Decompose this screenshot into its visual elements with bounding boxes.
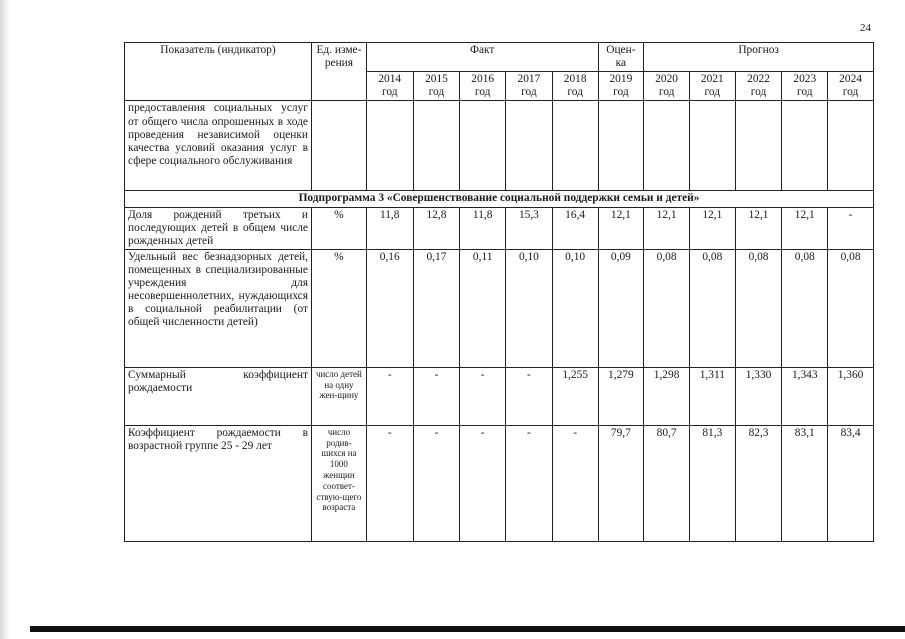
- value-cell: [413, 101, 460, 191]
- value-cell: 0,08: [644, 249, 690, 367]
- scan-left-shadow: [0, 0, 10, 639]
- value-cell: 83,1: [782, 425, 828, 541]
- value-cell: [689, 101, 735, 191]
- value-cell: 12,8: [413, 207, 460, 249]
- value-cell: 0,08: [735, 249, 782, 367]
- value-cell: 15,3: [506, 207, 553, 249]
- header-year: 2015 год: [413, 72, 460, 101]
- value-cell: [782, 101, 828, 191]
- row-unit: [311, 101, 366, 191]
- row-unit: %: [311, 249, 366, 367]
- header-year: 2020 год: [644, 72, 690, 101]
- subprogram-row: [125, 191, 874, 207]
- value-cell: 0,17: [413, 249, 460, 367]
- value-cell: -: [366, 367, 413, 425]
- value-cell: 11,8: [460, 207, 506, 249]
- value-cell: 16,4: [552, 207, 598, 249]
- row-indicator: Суммарный коэффициент рождаемости: [125, 367, 312, 425]
- value-cell: [506, 101, 553, 191]
- value-cell: -: [460, 367, 506, 425]
- header-year: 2021 год: [689, 72, 735, 101]
- value-cell: 0,10: [506, 249, 553, 367]
- value-cell: -: [506, 425, 553, 541]
- value-cell: 0,16: [366, 249, 413, 367]
- value-cell: [735, 101, 782, 191]
- value-cell: 80,7: [644, 425, 690, 541]
- header-indicator: Показатель (индикатор): [125, 43, 312, 101]
- table-row: [125, 207, 874, 249]
- value-cell: -: [506, 367, 553, 425]
- value-cell: [828, 101, 874, 191]
- value-cell: 11,8: [366, 207, 413, 249]
- value-cell: 1,360: [828, 367, 874, 425]
- value-cell: 12,1: [644, 207, 690, 249]
- header-forecast: Прогноз: [644, 43, 874, 72]
- value-cell: 1,311: [689, 367, 735, 425]
- header-year: 2024 год: [828, 72, 874, 101]
- value-cell: -: [460, 425, 506, 541]
- header-year: 2016 год: [460, 72, 506, 101]
- value-cell: 12,1: [598, 207, 644, 249]
- value-cell: 1,298: [644, 367, 690, 425]
- row-unit: число родив-шихся на 1000 женщин соответ-ствую-щего возраста: [311, 425, 366, 541]
- row-indicator: Доля рождений третьих и последующих детей в общем числе рожденных детей: [125, 207, 312, 249]
- header-year: 2019 год: [598, 72, 644, 101]
- table-row: [125, 425, 874, 541]
- row-indicator: Коэффициент рождаемости в возрастной группе 25 - 29 лет: [125, 425, 312, 541]
- header-row-1: [125, 43, 874, 72]
- value-cell: [366, 101, 413, 191]
- page-number: 24: [860, 22, 871, 34]
- value-cell: 1,255: [552, 367, 598, 425]
- value-cell: -: [413, 367, 460, 425]
- value-cell: 0,11: [460, 249, 506, 367]
- header-year: 2017 год: [506, 72, 553, 101]
- value-cell: -: [366, 425, 413, 541]
- value-cell: [460, 101, 506, 191]
- indicators-table: [124, 42, 874, 542]
- table-row: [125, 249, 874, 367]
- table-row: [125, 367, 874, 425]
- value-cell: -: [552, 425, 598, 541]
- value-cell: 1,279: [598, 367, 644, 425]
- value-cell: 1,330: [735, 367, 782, 425]
- value-cell: 79,7: [598, 425, 644, 541]
- header-year: 2018 год: [552, 72, 598, 101]
- row-unit: %: [311, 207, 366, 249]
- value-cell: 0,08: [689, 249, 735, 367]
- value-cell: 83,4: [828, 425, 874, 541]
- value-cell: 0,08: [828, 249, 874, 367]
- header-year: 2022 год: [735, 72, 782, 101]
- value-cell: 12,1: [735, 207, 782, 249]
- value-cell: 81,3: [689, 425, 735, 541]
- value-cell: 12,1: [689, 207, 735, 249]
- value-cell: 0,09: [598, 249, 644, 367]
- value-cell: -: [413, 425, 460, 541]
- row-indicator: Удельный вес безнадзорных детей, помещенных в специализированные учреждения для несовершеннолетних, нуждающихся в социальной реабилитации (от общей численности детей): [125, 249, 312, 367]
- header-unit: Ед. изме-рения: [311, 43, 366, 101]
- value-cell: [552, 101, 598, 191]
- value-cell: [598, 101, 644, 191]
- row-unit: число детей на одну жен-щину: [311, 367, 366, 425]
- header-estimate: Оцен-ка: [598, 43, 644, 72]
- row-indicator: предоставления социальных услуг от общего числа опрошенных в ходе проведения независимой оценки качества условий оказания услуг в сфере социального обслуживания: [125, 101, 312, 191]
- value-cell: 0,08: [782, 249, 828, 367]
- value-cell: 1,343: [782, 367, 828, 425]
- value-cell: -: [828, 207, 874, 249]
- subprogram-title: Подпрограмма 3 «Совершенствование социальной поддержки семьи и детей»: [125, 191, 874, 207]
- value-cell: 0,10: [552, 249, 598, 367]
- scan-bottom-edge: [30, 626, 905, 632]
- value-cell: [644, 101, 690, 191]
- value-cell: 12,1: [782, 207, 828, 249]
- header-fact: Факт: [366, 43, 598, 72]
- header-year: 2014 год: [366, 72, 413, 101]
- header-year: 2023 год: [782, 72, 828, 101]
- table-row-continued: [125, 101, 874, 191]
- value-cell: 82,3: [735, 425, 782, 541]
